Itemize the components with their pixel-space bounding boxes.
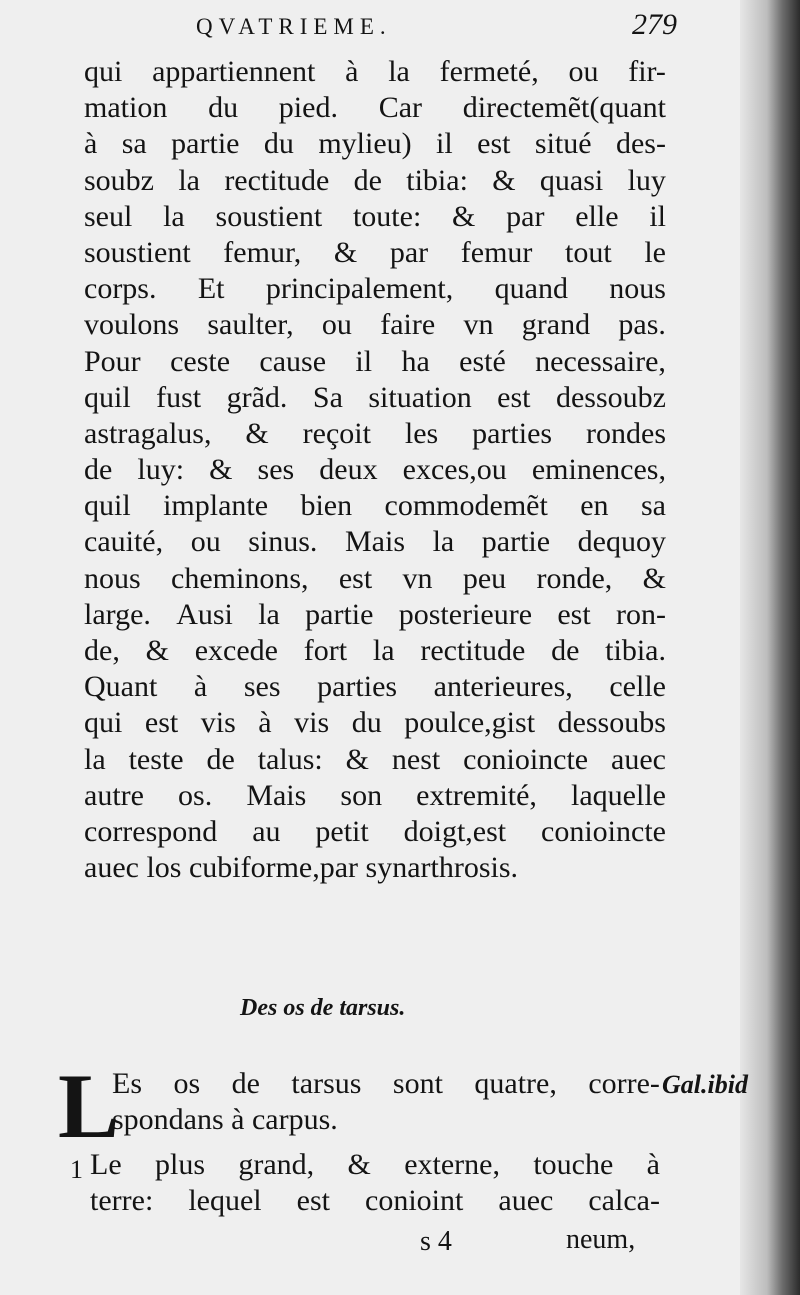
catchword: neum, [566, 1224, 636, 1255]
running-head: QVATRIEME. [196, 14, 392, 39]
text-line: soustient femur, & par femur tout le [84, 235, 666, 269]
text-line: soubz la rectitude de tibia: & quasi luy [84, 163, 666, 197]
text-line: qui appartiennent à la fermeté, ou fir- [84, 55, 666, 88]
drop-cap: L [58, 1055, 120, 1157]
margin-note: Gal.ibid [662, 1070, 748, 1099]
text-line: correspond au petit doigt,est conioincte [84, 814, 666, 848]
text-line: la teste de talus: & nest conioincte auec [84, 742, 666, 776]
text-line: voulons saulter, ou faire vn grand pas. [84, 308, 666, 342]
paragraph-2 [112, 1066, 660, 1138]
page-gutter-shadow [740, 0, 800, 1295]
text-line: cauité, ou sinus. Mais la partie dequoy [84, 525, 666, 559]
paragraph-1 [84, 54, 666, 886]
text-line: quil fust grãd. Sa situation est dessoubz [84, 380, 666, 414]
text-line: nous cheminons, est vn peu ronde, & [84, 561, 666, 595]
text-line: Pour ceste cause il ha esté necessaire, [84, 344, 666, 378]
text-line: astragalus, & reçoit les parties rondes [84, 416, 666, 450]
item-number: 1 [70, 1155, 83, 1184]
text-line: seul la soustient toute: & par elle il [84, 199, 666, 233]
text-line: spondans à carpus. [112, 1103, 338, 1137]
paragraph-3 [90, 1147, 660, 1219]
page-number: 279 [632, 8, 677, 41]
text-line: corps. Et principalement, quand nous [84, 272, 666, 306]
signature-mark: s 4 [420, 1226, 452, 1257]
text-line: Quant à ses parties anterieures, celle [84, 670, 666, 704]
text-line: large. Ausi la partie posterieure est ron- [84, 597, 666, 631]
text-line: quil implante bien commodemẽt en sa [84, 489, 666, 523]
text-line: Le plus grand, & externe, touche à [90, 1148, 660, 1181]
section-heading: Des os de tarsus. [240, 995, 406, 1021]
text-line: à sa partie du mylieu) il est situé des- [84, 127, 666, 161]
text-line: mation du pied. Car directemẽt(quant [84, 91, 666, 125]
text-line: de luy: & ses deux exces,ou eminences, [84, 453, 666, 487]
text-line: qui est vis à vis du poulce,gist dessoubs [84, 706, 666, 740]
text-line: autre os. Mais son extremité, laquelle [84, 778, 666, 812]
text-line: de, & excede fort la rectitude de tibia. [84, 634, 666, 667]
text-line: Es os de tarsus sont quatre, corre- [112, 1067, 660, 1100]
text-line: auec los cubiforme,par synarthrosis. [84, 851, 519, 885]
text-line: terre: lequel est conioint auec calca- [90, 1184, 660, 1218]
